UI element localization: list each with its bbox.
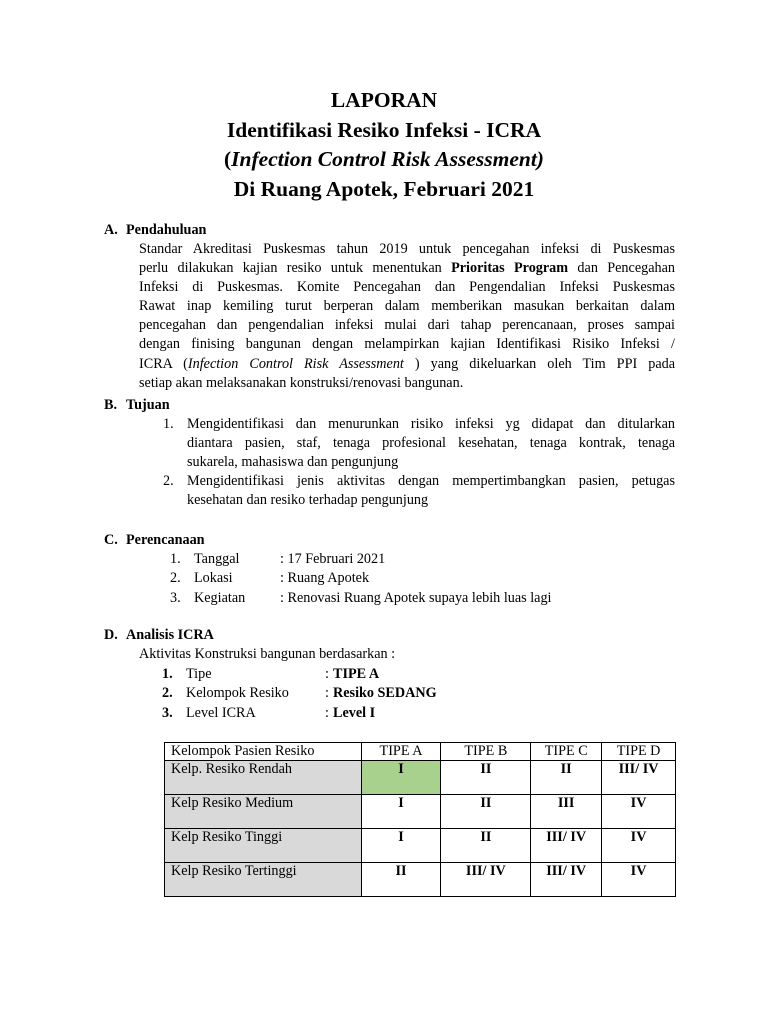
list-item-label: Kelompok Resiko — [186, 685, 289, 701]
list-item-value: : 17 Februari 2021 — [280, 551, 386, 567]
list-item-colon: : — [325, 685, 329, 701]
section-b-heading: Tujuan — [126, 397, 170, 413]
paragraph-line: Infeksi di Puskesmas. Komite Pencegahan dan Pengendalian Infeksi Puskesmas — [139, 279, 675, 296]
list-item-label: Kegiatan — [194, 590, 246, 606]
report-title: LAPORAN — [330, 88, 438, 112]
paragraph-line: Standar Akreditasi Puskesmas tahun 2019 untuk pencegahan infeksi di Puskesmas — [139, 241, 675, 257]
table-cell: III/ IV — [602, 761, 676, 795]
section-d-letter: D. — [104, 627, 118, 643]
list-item-number: 2. — [162, 685, 173, 701]
table-cell: II — [441, 829, 531, 863]
table-cell: III/ IV — [441, 863, 531, 897]
table-cell: IV — [602, 829, 676, 863]
table-row — [165, 863, 676, 897]
table-cell: III/ IV — [531, 829, 602, 863]
list-item-value: Resiko SEDANG — [333, 685, 437, 701]
list-item-value: : Ruang Apotek — [280, 570, 370, 586]
table-row-label: Kelp Resiko Tertinggi — [165, 863, 362, 897]
table-cell: II — [361, 863, 441, 897]
table-cell: III — [531, 795, 602, 829]
table-cell: II — [531, 761, 602, 795]
list-item: 1. Mengidentifikasi dan menurunkan risiko infeksi yg didapat dan ditularkan diantara pasien, staf, tenaga profesional kesehatan, tenaga kontrak, tenaga sukarela, mahasiswa dan pengunjung — [163, 416, 675, 471]
table-row — [165, 829, 676, 863]
list-item-number: 2. — [170, 570, 181, 586]
section-c-letter: C. — [104, 532, 118, 548]
section-c-heading: Perencanaan — [126, 532, 205, 548]
report-subtitle: Identifikasi Resiko Infeksi - ICRA — [226, 117, 542, 142]
table-header-cell: Kelompok Pasien Resiko — [165, 743, 362, 761]
list-item-number: 3. — [170, 590, 181, 606]
list-item-value: : Renovasi Ruang Apotek supaya lebih luas lagi — [280, 590, 552, 606]
list-item-value: TIPE A — [333, 666, 380, 682]
table-row — [165, 761, 676, 795]
paragraph-line: perlu dilakukan kajian resiko untuk menentukan Prioritas Program dan Pencegahan — [139, 260, 675, 277]
table-row — [165, 795, 676, 829]
paragraph-line: pencegahan dan pengendalian infeksi mulai dari tahap perencanaan, proses sampai — [139, 317, 675, 334]
section-a-letter: A. — [104, 222, 118, 238]
list-item-number: 1. — [170, 551, 181, 567]
list-item-colon: : — [325, 666, 329, 682]
table-header-row — [165, 743, 676, 761]
list-item-value: Level I — [333, 705, 376, 721]
table-row-label: Kelp. Resiko Rendah — [165, 761, 362, 795]
section-d-heading: Analisis ICRA — [126, 627, 214, 643]
list-item-number: 3. — [162, 705, 173, 721]
list-item-label: Level ICRA — [186, 705, 256, 721]
section-a-paragraph — [139, 240, 675, 393]
icra-risk-table — [164, 742, 676, 897]
table-header-cell: TIPE B — [441, 743, 531, 761]
section-a-heading: Pendahuluan — [126, 222, 207, 238]
report-location-date: Di Ruang Apotek, Februari 2021 — [233, 176, 535, 201]
table-cell: I — [361, 795, 441, 829]
paragraph-line: dengan finising bangunan dengan melampirkan kajian Identifikasi Risiko Infeksi / — [139, 336, 675, 353]
table-cell: IV — [602, 795, 676, 829]
table-cell: II — [441, 795, 531, 829]
paragraph-line: ICRA (Infection Control Risk Assessment ) yang dikeluarkan oleh Tim PPI pada — [139, 355, 676, 372]
table-cell: IV — [602, 863, 676, 897]
section-b-list — [163, 415, 675, 510]
table-header-cell: TIPE C — [531, 743, 602, 761]
list-item-label: Lokasi — [194, 570, 233, 586]
table-row-label: Kelp Resiko Medium — [165, 795, 362, 829]
table-cell: II — [441, 761, 531, 795]
report-title-block — [0, 86, 768, 204]
list-item-number: 1. — [162, 666, 173, 682]
list-item-label: Tanggal — [194, 551, 240, 567]
report-subtitle-english: (Infection Control Risk Assessment) — [224, 147, 544, 171]
section-d-intro: Aktivitas Konstruksi bangunan berdasarkan : — [139, 646, 396, 662]
table-row-label: Kelp Resiko Tinggi — [165, 829, 362, 863]
paragraph-line: setiap akan melaksanakan konstruksi/renovasi bangunan. — [139, 374, 464, 391]
table-cell: III/ IV — [531, 863, 602, 897]
list-item-label: Tipe — [186, 666, 212, 682]
list-item: 2. Mengidentifikasi jenis aktivitas dengan mempertimbangkan pasien, petugas kesehatan dan resiko terhadap pengunjung — [163, 473, 675, 509]
list-item-colon: : — [325, 705, 329, 721]
paragraph-line: Rawat inap kemiling turut berperan dalam memberikan masukan berkaitan dalam — [139, 298, 675, 315]
table-header-cell: TIPE D — [602, 743, 676, 761]
table-cell-highlighted: I — [361, 761, 441, 795]
table-header-cell: TIPE A — [361, 743, 441, 761]
table-cell: I — [361, 829, 441, 863]
section-b-letter: B. — [104, 397, 118, 413]
